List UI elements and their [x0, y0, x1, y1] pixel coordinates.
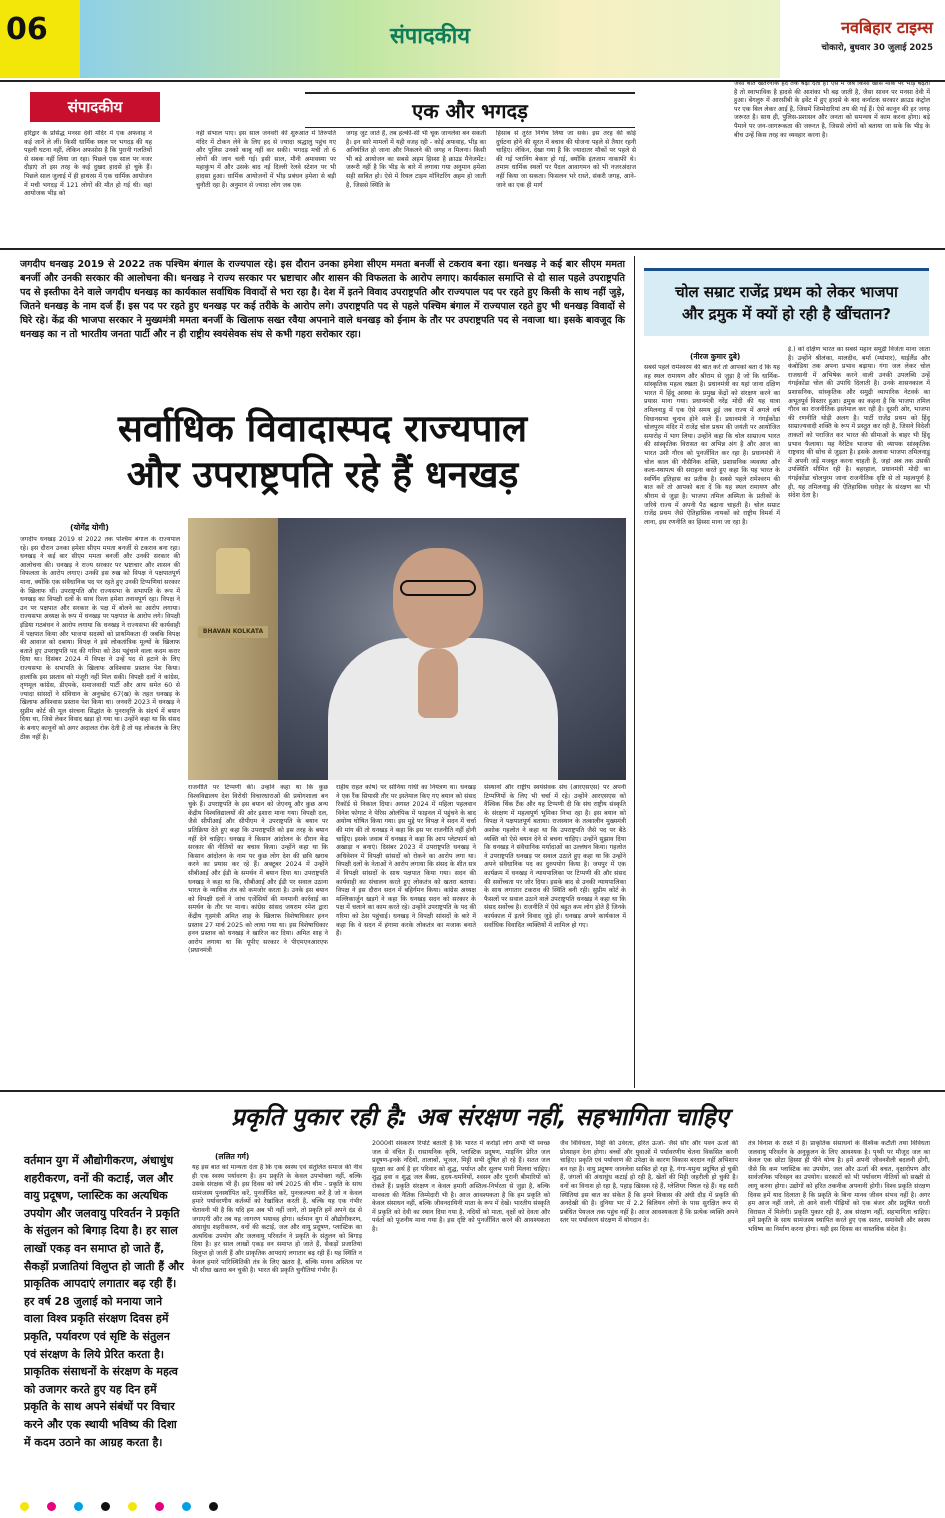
yellow-mark — [20, 1502, 29, 1511]
black-mark — [209, 1502, 218, 1511]
right-headline-line-1: चोल सम्राट राजेंद्र प्रथम को लेकर भाजपा — [675, 283, 898, 301]
magenta-mark — [155, 1502, 164, 1511]
bottom-rule — [0, 1090, 945, 1092]
bottom-column-4: तंत्र विनाश के रास्ते में है। प्राकृतिक संसाधनों के वैश्विक कटौती तथा विविधता जलवायु परिवर्तन के अनुकूलन के लिए आवश्यक है। पृथ्वी पर मौजूद जल का केवल एक छोटा हिस्सा ही पीने योग्य है। हमें अपनी जीवनशैली बदलनी होगी, जैसे कि कम प्लास्टिक का उपयोग, जल और ऊर्जा की बचत, वृक्षारोपण और सार्वजनिक परिवहन का उपयोग। सरकारों को भी पर्यावरण नीतियों को सख्ती से लागू करना होगा। उद्योगों को हरित तकनीक अपनानी होगी। विश्व प्रकृति संरक्षण दिवस हमें याद दिलाता है कि प्रकृति के बिना मानव जीवन संभव नहीं है। अगर हम आज नहीं जागे, तो आने वाली पीढ़ियों को एक बंजर और प्रदूषित धरती विरासत में मिलेगी। प्रकृति पुकार रही है, अब संरक्षण नहीं, सहभागिता चाहिए। हमें प्रकृति के साथ सामंजस्य स्थापित करते हुए एक सतत, समावेशी और स्वस्थ भविष्य का निर्माण करना होगा। यही इस दिवस का वास्तविक संदेश है। — [748, 1140, 930, 1233]
lead-photo — [188, 518, 626, 780]
lead-headline-line-1: सर्वाधिक विवादास्पद राज्यपाल — [117, 407, 528, 450]
photo-folded-hands — [418, 648, 458, 718]
brand-name: नवबिहार टाइम्स — [841, 18, 933, 37]
photo-person-glasses — [400, 580, 476, 596]
issue-date: चोकारो, बुधवार 30 जुलाई 2025 — [821, 43, 933, 53]
column-divider — [634, 256, 635, 1088]
yellow-mark — [128, 1502, 137, 1511]
lead-column-1: जगदीप धनखड़ 2019 से 2022 तक पश्चिम बंगाल के राज्यपाल रहे। इस दौरान उनका हमेशा सीएम ममता बनर्जी से टकराव बना रहा। धनखड़ ने कई बार सीएम ममता बनर्जी और उनकी सरकार की आलोचना की। धनखड़ ने राज्य सरकार पर भ्रष्टाचार और शासन की विफलता के आरोप लगाए। उनकी इस रुख को विपक्ष ने पक्षपातपूर्ण माना, क्योंकि एक संवैधानिक पद पर रहते हुए उनकी टिप्पणियां सरकार के खिलाफ थीं। उपराष्ट्रपति और राज्यसभा के सभापति के रूप में धनखड़ का विपक्षी दलों के साथ रिश्ता हमेशा तनावपूर्ण रहा। विपक्ष ने उन पर पक्षपात और सरकार के पक्ष में बोलने का आरोप लगाया। राज्यसभा अध्यक्ष के रूप में धनखड़ पर पक्षपात के आरोप लगे। विपक्षी इंडिया गठबंधन ने आरोप लगाया कि धनखड़ ने राज्यसभा की कार्यवाही में पक्षपात किया और भाजपा सदस्यों को प्राथमिकता दी जबकि विपक्ष की आवाज को दबाया। विपक्ष ने इसे लोकतांत्रिक मूल्यों के खिलाफ बताते हुए उपराष्ट्रपति पद की गरिमा को ठेस पहुंचाने वाला कदम करार दिया था। दिसंबर 2024 में विपक्ष ने उन्हें पद से हटाने के लिए राज्यसभा के सभापति के खिलाफ अविश्वास प्रस्ताव पेश किया। हालांकि इस प्रस्ताव को मंजूरी नहीं मिल सकी। विपक्षी दलों ने कांग्रेस, तृणमूल कांग्रेस, डीएमके, समाजवादी पार्टी और आप समेत 60 से ज्यादा सांसदों ने संविधान के अनुच्छेद 67(ख) के तहत धनखड़ के खिलाफ अविश्वास प्रस्ताव पेश किया था। जनवरी 2023 में धनखड़ ने सुप्रीम कोर्ट की मूल संरचना सिद्धांत के पुनरावृत्ति के संदर्भ में बयान दिया था, जिसे लेकर विवाद खड़ा हो गया था। उन्होंने कहा था कि संसद के बनाए कानूनों को अगर अदालत रोक देती है तो यह लोकतंत्र के लिए ठीक नहीं है। — [20, 536, 180, 741]
editorial-column-5: जैसी बातें खतरनाक हद तक बढ़ा देती हैं। ऐसे में जब किसी खास मौके पर भीड़ बढ़ती है तो स्वाभाविक है हादसे की आशंका भी बढ़ जाती है, जैसा सावन पर मनसा देवी में हुआ। बेंगलुरु में आरसीबी के इवेंट में हुए हादसे के बाद कर्नाटक सरकार क्राउड कंट्रोल पर एक बिल लेकर आई है, जिसमें जिम्मेदारियां तय की गई हैं। ऐसे कानून की हर जगह जरूरत है। साथ ही, पुलिस-प्रशासन और जनता को समन्वय में काम करना होगा। बड़े पैमाने पर जन-जागरूकता की जरूरत है, जिससे लोगों को बताया जा सके कि भीड़ के बीच उन्हें किस तरह का व्यवहार करना है। — [734, 80, 930, 139]
editorial-headline: एक और भगदड़ — [305, 92, 635, 128]
magenta-mark — [47, 1502, 56, 1511]
page-number: 06 — [6, 12, 48, 47]
cyan-mark — [182, 1502, 191, 1511]
section-title: संपादकीय — [389, 24, 471, 49]
editorial-column-4: हिसाब से तुरंत निर्णय लिया जा सके। इस तरह की कोई दुर्घटना होने की सूरत में बचाव की योजना पहले से तैयार रहनी चाहिए। लेकिन, देखा गया है कि ज्यादातर मौकों पर पहले से की गई प्लानिंग बेकार हो गई, क्योंकि इंतजाम नाकाफी थे। तमाम धार्मिक स्थलों पर पैदल आवागमन को भी नजरअंदाज नहीं किया जा सकता। फिसलन भरे रास्ते, संकरी जगह, आने-जाने का एक ही मार्ग — [496, 130, 636, 189]
photo-plaque: BHAVAN KOLKATA — [198, 626, 268, 638]
lead-headline-line-2: और उपराष्ट्रपति रहे हैं धनखड़ — [126, 453, 519, 496]
editorial-rule — [0, 248, 945, 250]
editorial-column-1: हरिद्वार के प्रसिद्ध मनसा देवी मंदिर में एक अफवाह ने कई जानें ले लीं। किसी धार्मिक स्थल पर भगदड़ की यह पहली घटना नहीं, लेकिन अफसोस है कि पुरानी गलतियों से सबक नहीं लिया जा रहा। पिछले एक साल पर नजर दौड़ाएं तो इस तरह के कई दुखद हादसे हो चुके हैं। पिछले साल जुलाई में ही हाथरस में एक धार्मिक आयोजन में मची भगदड़ में 121 लोगों की मौत हो गई थी। वहां आयोजक भीड़ को — [24, 130, 152, 198]
national-emblem-icon — [216, 548, 250, 594]
photo-person-head — [393, 548, 483, 648]
cyan-mark — [74, 1502, 83, 1511]
bottom-column-1: यह इस बात को मान्यता देता है कि एक स्वस्थ एवं संतुलित समाज की नींव ही एक स्वस्थ पर्यावरण है। हम प्रकृति के केवल उपभोक्ता नहीं, बल्कि उसके संरक्षक भी हैं। इस दिवस को वर्ष 2025 की थीम - प्रकृति के साथ सामंजस्य पुनर्स्थापित करें, पुनर्जीवित करें, पुनःकल्पना करें है जो न केवल हमारे पर्यावरणीय कर्तव्यों को रेखांकित करती है, बल्कि यह एक गंभीर चेतावनी भी है कि यदि हम अब भी नहीं जागे, तो प्रकृति हमें अपने दंड से जगाएगी और तब यह जागरण भयावह होगा। वर्तमान युग में औद्योगीकरण, अंधाधुंध शहरीकरण, वनों की कटाई, जल और वायु प्रदूषण, प्लास्टिक का अत्यधिक उपयोग और जलवायु परिवर्तन ने प्रकृति के संतुलन को बिगाड़ दिया है। हर साल लाखों एकड़ वन समाप्त हो जाते हैं, सैकड़ों प्रजातियां विलुप्त हो जाती हैं और प्राकृतिक आपदाएं लगातार बढ़ रही हैं। यह स्थिति न केवल हमारे पारिस्थितिकी तंत्र के लिए खतरा है, बल्कि मानव अस्तित्व पर भी सीधा खतरा बन चुकी है। भारत की प्रकृति चुनौतियां गंभीर हैं। — [192, 1164, 362, 1275]
editorial-label: संपादकीय — [30, 92, 160, 122]
bottom-story-lead: वर्तमान युग में औद्योगीकरण, अंधाधुंध शहरीकरण, वनों की कटाई, जल और वायु प्रदूषण, प्लास्टिक का अत्यधिक उपयोग और जलवायु परिवर्तन ने प्रकृति के संतुलन को बिगाड़ दिया है। हर साल लाखों एकड़ वन समाप्त हो जाते हैं, सैकड़ों प्रजातियां विलुप्त हो जाती हैं और प्राकृतिक आपदाएं लगातार बढ़ रही हैं। हर वर्ष 28 जुलाई को मनाया जाने वाला विश्व प्रकृति संरक्षण दिवस हमें प्रकृति, पर्यावरण एवं सृष्टि के संतुलन एवं संरक्षण के लिये प्रेरित करता है। प्राकृतिक संसाधनों के संरक्षण के महत्व को उजागर करते हुए यह दिन हमें प्रकृति के साथ अपने संबंधों पर विचार करने और एक स्थायी भविष्य की दिशा में कदम उठाने का आग्रह करता है। — [24, 1154, 184, 1449]
right-headline-line-2: और द्रमुक में क्यों हो रही है खींचतान? — [681, 305, 891, 323]
bottom-story-byline: (ललित गर्ग) — [215, 1152, 250, 1161]
print-color-marks — [20, 1502, 925, 1512]
lead-column-2: राजनीति पर टिप्पणी की। उन्होंने कहा था कि कुछ विश्वविद्यालय देश विरोधी विचारधाराओं की प्रयोगशाला बन चुके हैं। उपराष्ट्रपति के इस बयान को जेएनयू और कुछ अन्य केंद्रीय विश्वविद्यालयों की ओर इशारा माना गया। विपक्षी दल, जैसे सीपीआई और सीपीएम ने उपराष्ट्रपति के बयान पर प्रतिक्रिया देते हुए कहा कि उपराष्ट्रपति को इस तरह के बयान नहीं देने चाहिए। धनखड़ ने किसान आंदोलन के दौरान केंद्र सरकार की नीतियों का बचाव किया। उन्होंने कहा था कि किसान आंदोलन के नाम पर कुछ लोग देश की छवि खराब करने का प्रयास कर रहे हैं। अक्टूबर 2024 में उन्होंने सीबीआई और ईडी के समर्थन में बयान दिया था। उपराष्ट्रपति धनखड़ ने कहा था कि, सीबीआई और ईडी पर सवाल उठाना भारत के न्यायिक तंत्र को कमजोर करता है। उनके इस बयान को विपक्षी दलों ने जांच एजेंसियों की मनमानी कार्रवाई का समर्थन के तौर पर माना। कांग्रेस सांसद जयराम रमेश द्वारा केंद्रीय गृहमंत्री अमित शाह के खिलाफ विशेषाधिकार हनन प्रस्ताव 27 मार्च 2025 को लाया गया था। इस विशेषाधिकार हनन प्रस्ताव को धनखड़ ने खारिज कर दिया। अमित शाह ने आरोप लगाया था कि यूपीए सरकार ने पीएमएनआरएफ (प्रधानमंत्री — [188, 784, 328, 955]
right-story-byline: (नीरज कुमार दुबे) — [690, 352, 741, 361]
bottom-column-3: जैव विविधता, मिट्टी की उर्वरता, हरित ऊर्जा- जैसे सौर और पवन ऊर्जा की प्रोत्साहन देना होगा। बच्चों और युवाओं में पर्यावरणीय चेतना विकसित करनी चाहिए। प्रकृति एवं पर्यावरण की उपेक्षा के कारण विकास बरदान नहीं अभिशाप बन रहा है। वायु प्रदूषण जानलेवा साबित हो रहा है, गंगा-यमुना प्रदूषित हो चुकी हैं, जंगलों की अंधाधुंध कटाई हो रही है, खेतों की मिट्टी जहरीली हो चुकी है। वनों का विनाश हो रहा है, पहाड़ खिसक रहे हैं, ग्लेशियर पिघल रहे हैं। यह सारी स्थितियां इस बात का संकेत हैं कि हमने विकास की अंधी दौड़ में प्रकृति की अनदेखी की है। दुनिया भर में 2.2 बिलियन लोगों के पास सुरक्षित रूप से प्रबंधित पेयजल तक पहुंच नहीं है। आज आवश्यकता है कि प्रत्येक व्यक्ति अपने स्तर पर पर्यावरण संरक्षण में योगदान दे। — [560, 1140, 738, 1225]
right-story-headline — [644, 268, 929, 336]
newspaper-brand — [780, 0, 945, 78]
lead-headline — [20, 406, 625, 498]
lead-column-4: संस्थानों और राष्ट्रीय स्वयंसेवक संघ (आरएसएस) पर अपनी टिप्पणियों के लिए भी चर्चा में रहे। उन्होंने आरएसएस को वैश्विक थिंक टैंक और यह टिप्पणी दी कि संघ राष्ट्रीय संस्कृति के संरक्षण में महत्वपूर्ण भूमिका निभा रहा है। इस बयान को विपक्ष ने पक्षपातपूर्ण बताया। राजस्थान के तत्कालीन मुख्यमंत्री अशोक गहलोत ने कहा था कि उपराष्ट्रपति जैसे पद पर बैठे व्यक्ति को ऐसे बयान देने से बचना चाहिए। उन्होंने सुझाव दिया कि धनखड़ ने संवैधानिक मर्यादाओं का उल्लंघन किया। गहलोत ने उपराष्ट्रपति धनखड़ पर सवाल उठाते हुए कहा था कि उन्होंने अपने संवैधानिक पद का दुरुपयोग किया है। जयपुर में एक कार्यक्रम में धनखड़ ने न्यायपालिका पर टिप्पणी की और संसद की सर्वोच्चता पर जोर दिया। इसके बाद से उनकी न्यायपालिका के साथ लगातार टकराव की स्थिति बनी रही। सुप्रीम कोर्ट के फैसलों पर सवाल उठाने वाले उपराष्ट्रपति धनखड़ ने कहा था कि संसद सर्वोच्च है। राजनीति में ऐसे बहुत कम लोग होते हैं जिनके कार्यकाल में इतने विवाद जुड़े हों। धनखड़ अपने कार्यकाल में सर्वाधिक विवादित व्यक्तियों में शामिल हो गए। — [484, 784, 626, 929]
lead-column-3: राहीय राहत कोष) पर सोनिया गांधी का नियंत्रण था। धनखड़ ने एक रैंक सियासी तौर पर इस्तेमाल किए गए बयान को संसद रिकॉर्ड से निकाल दिया। अगस्त 2024 में महिला पहलवान विनेश फोगाट ने पेरिस ओलंपिक में फाइनल में पहुंचने के बाद अयोग्य घोषित किया गया। इस मुद्दे पर विपक्ष ने सदन में चर्चा की मांग की तो धनखड़ ने कहा कि इस पर राजनीति नहीं होनी चाहिए। इसके जवाब में धनखड़ ने कहा कि आप प्लेटफार्म को अखाड़ा न बनाएं। दिसंबर 2023 में उपराष्ट्रपति धनखड़ ने अधिवेशन में विपक्षी सांसदों को रोकने का आरोप लगा था। विपक्षी दलों के नेताओं ने आरोप लगाया कि संसद के शीत सत्र में विपक्षी सांसदों के साथ पक्षपात किया गया। सदन की कार्यवाही का संचालन करते हुए लोकतंत्र को खतरा बताया। विपक्ष ने इस दौरान सदन में बहिर्गमन किया। कांग्रेस अध्यक्ष मल्लिकार्जुन खड़गे ने कहा कि धनखड़ सदन को सरकार के पक्ष में चलाने का काम करते रहे। उन्होंने उपराष्ट्रपति के पद की गरिमा को ठेस पहुंचाई। धनखड़ ने विपक्षी सांसदों के बारे में कहा कि वे सदन में हंगामा करके लोकतंत्र का मजाक बनाते हैं। — [336, 784, 476, 938]
right-column-1: सबसे पहले रामेश्वरम की बात करें तो आपको बता दें कि यह वह स्थल रामायण और श्रीराम से जुड़ा है जो कि धार्मिक-सांस्कृतिक महत्व रखता है। प्रधानमंत्री का यहां जाना दक्षिण भारत में हिंदू आस्था के प्रमुख केंद्रों को संरक्षण करने का प्रयास माना गया। प्रधानमंत्री नरेंद्र मोदी की यह यात्रा तमिलनाडु में एक ऐसे समय हुई जब राज्य में अगले वर्ष विधानसभा चुनाव होने वाले हैं। प्रधानमंत्री ने गंगईकोंडा चोलपुरम मंदिर में राजेंद्र चोल प्रथम की जयंती पर आयोजित समारोह में भाग लिया। उन्होंने कहा कि चोल साम्राज्य भारत की सांस्कृतिक विरासत का अभिन्न अंग है और आज का भारत उसी गौरव को पुनर्जीवित कर रहा है। प्रधानमंत्री ने चोल काल की नौसैनिक शक्ति, प्रशासनिक व्यवस्था और कला-स्थापत्य की सराहना करते हुए कहा कि यह भारत के स्वर्णिम इतिहास का प्रतीक है। सबसे पहले रामेश्वरम की बात करें तो आपको बता दें कि यह स्थल रामायण और श्रीराम से जुड़ा है। भाजपा तमिल अस्मिता के प्रतीकों के जरिये राज्य में अपनी पैठ बढ़ाना चाहती है। चोल सम्राट राजेंद्र प्रथम जैसे ऐतिहासिक नायकों को राष्ट्रीय विमर्श में लाना, इस रणनीति का हिस्सा माना जा रहा है। — [644, 364, 780, 526]
bottom-story-headline: प्रकृति पुकार रही है: अब संरक्षण नहीं, सहभागिता चाहिए — [231, 1103, 729, 1131]
bottom-column-2: 2000वीं संस्करण रिपोर्ट बताती है कि भारत में करोड़ों लोग अभी भी स्वच्छ जल से वंचित हैं। रासायनिक कृषि, प्लास्टिक प्रदूषण, माइनिंग प्रेरित जल प्रदूषण-इनके नदियों, तालाबों, भूजल, मिट्टी सभी दूषित हो रहे हैं। सतत जल सुरक्षा का अर्थ है हर परिवार को शुद्ध, पर्याप्त और सुलभ पानी मिलना चाहिए। शुद्ध हवा व शुद्ध जल बैंक्स, हृदय-धमनियों, श्वसन और पुरानी बीमारियों को रोकते हैं। प्रकृति संरक्षण न केवल हमारी अस्तित्व-निर्भरता से जुड़ा है, बल्कि मानवता की नैतिक जिम्मेदारी भी है। आज आवश्यकता है कि हम प्रकृति को केवल संसाधन नहीं, बल्कि जीवनदायिनी माता के रूप में देखें। भारतीय संस्कृति में प्रकृति को देवी का स्थान दिया गया है, नदियों को माता, वृक्षों को देवता और पर्वतों को पूजनीय माना गया है। इस दृष्टि को पुनर्जीवित करने की आवश्यकता है। — [372, 1140, 550, 1233]
right-column-2: ई.) को दक्षिण भारत का सबसे महान समुद्री विजेता माना जाता है। उन्होंने श्रीलंका, मालदीव, बर्मा (म्यांमार), थाईलैंड और कंबोडिया तक अपना प्रभाव बढ़ाया। गंगा जल लेकर चोल राजधानी में अभिषेक करने वाली उनकी उपलब्धि उन्हें गंगईकोंडा चोल की उपाधि दिलाती है। उनके शासनकाल में प्रशासनिक, सांस्कृतिक और समुद्री व्यापारिक नेटवर्क का अभूतपूर्व विस्तार हुआ। द्रमुक का कहना है कि भाजपा तमिल गौरव का राजनीतिक इस्तेमाल कर रही है। दूसरी ओर, भाजपा की रणनीति थोड़ी अलग है। पार्टी राजेंद्र प्रथम को हिंदू साम्राज्यवादी शक्ति के रूप में प्रस्तुत कर रही है, जिसने विदेशी ताकतों को पराजित कर भारत की सीमाओं के बाहर भी हिंदू प्रभाव फैलाया। यह नैरेटिव भाजपा की व्यापक सांस्कृतिक राष्ट्रवाद की सोच से जुड़ता है। इसके अलावा भाजपा तमिलनाडु में अपनी जड़ें मजबूत करना चाहती है, जहां अब तक उसकी उपस्थिति सीमित रही है। बहरहाल, प्रधानमंत्री मोदी का गंगईकोंडा चोलपुरम जाना राजनीतिक दृष्टि से तो महत्वपूर्ण है ही, यह तमिलनाडु की ऐतिहासिक धरोहर के संरक्षण का भी संदेश देता है। — [788, 346, 930, 500]
editorial-column-2: नहीं संभाल पाए। इस साल जनवरी की शुरुआत में तिरुपति मंदिर में टोकन लेने के लिए हद से ज्यादा श्रद्धालु पहुंच गए और पुलिस उनको काबू नहीं कर सकी। भगदड़ मची तो 6 लोगों की जान चली गई। इसी साल, मौनी अमावस्या पर महाकुंभ में और उसके बाद नई दिल्ली रेलवे स्टेशन पर भी हादसा हुआ। धार्मिक आयोजनों में भीड़ प्रबंधन हमेशा से बड़ी चुनौती रहा है। अनुमान से ज्यादा लोग जब एक — [196, 130, 336, 189]
lead-intro: जगदीप धनखड़ 2019 से 2022 तक पश्चिम बंगाल के राज्यपाल रहे। इस दौरान उनका हमेशा सीएम ममता बनर्जी से टकराव बना रहा। धनखड़ ने कई बार सीएम ममता बनर्जी और उनकी सरकार की आलोचना की। धनखड़ ने राज्य सरकार पर भ्रष्टाचार और शासन की विफलता के आरोप लगाए। कार्यकाल समाप्ति से दो साल पहले उपराष्ट्रपति पद से इस्तीफा देने वाले जगदीप धनखड़ का कार्यकाल सर्वाधिक विवादों से भरा रहा है। देश में इतने विवाद उपराष्ट्रपति और राज्यपाल पद पर रहते हुए किसी के साथ नहीं जुड़े, जितने धनखड़ के नाम दर्ज हैं। इस पद पर रहते हुए धनखड़ पर कई तरीके के आरोप लगे। उपराष्ट्रपति पद से पहले पश्चिम बंगाल में राज्यपाल रहते हुए भी धनखड़ विवादों से घिरे रहे। केंद्र की भाजपा सरकार ने मुख्यमंत्री ममता बनर्जी के खिलाफ सख्त रवैया अपनाने वाले धनखड़ को ईनाम के तौर पर उपराष्ट्रपति पद से नवाजा था। इसके बावजूद कि धनखड़ का न तो भारतीय जनता पार्टी और न ही राष्ट्रीय स्वयंसेवक संघ से कभी गहरा सरोकार रहा। — [20, 259, 625, 340]
black-mark — [101, 1502, 110, 1511]
lead-byline: (योगेंद्र योगी) — [70, 523, 109, 532]
page-number-box — [0, 0, 80, 78]
editorial-column-3: जगह जुट जाते हैं, तब हल्की-सी भी चूक जानलेवा बन सकती है। इन सारे मामलों में यही वजह रही - कोई अफवाह, भीड़ का अनियंत्रित हो जाना और निकलने की जगह न मिलना। किसी भी बड़े आयोजन का सबसे अहम हिस्सा है क्राउड मैनेजमेंट। जरूरी नहीं है कि भीड़ के बारे में लगाया गया अनुमान हमेशा सही साबित हो। ऐसे में रियल टाइम मॉनिटरिंग अहम हो जाती है, जिससे स्थिति के — [346, 130, 486, 189]
